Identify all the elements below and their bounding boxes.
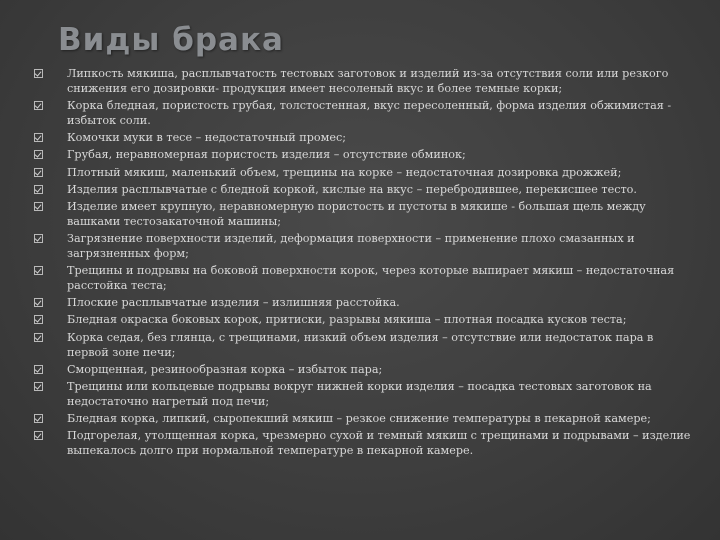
bullet-item	[34, 165, 694, 180]
checkbox-icon	[34, 365, 43, 374]
bullet-text: Комочки муки в тесе – недостаточный промес;	[67, 131, 347, 145]
bullet-text: Липкость мякиша, расплывчатость тестовых заготовок и изделий из-за отсутствия соли или резкого снижения его дозировки- продукция имеет несоленый вкус и более темные корки;	[67, 67, 669, 96]
bullet-text: Бледная корка, липкий, сыропекший мякиш – резкое снижение температуры в пекарной камере;	[67, 411, 651, 425]
bullet-text: Корка бледная, пористость грубая, толстостенная, вкус пересоленный, форма изделия обжимистая - избыток соли.	[67, 99, 672, 128]
checkbox-icon	[34, 185, 43, 194]
bullet-item	[34, 231, 694, 261]
bullet-item	[34, 263, 694, 293]
bullet-item	[34, 66, 694, 96]
bullet-text: Плотный мякиш, маленький объем, трещины на корке – недостаточная дозировка дрожжей;	[67, 165, 622, 179]
checkbox-icon	[34, 298, 43, 307]
bullet-text: Трещины или кольцевые подрывы вокруг нижней корки изделия – посадка тестовых заготовок на недостаточно нагретый под печи;	[67, 379, 652, 408]
checkbox-icon	[34, 234, 43, 243]
bullet-item	[34, 428, 694, 458]
bullet-item	[34, 379, 694, 409]
bullet-text: Плоские расплывчатые изделия – излишняя расстойка.	[67, 296, 400, 310]
bullet-text: Грубая, неравномерная пористость изделия – отсутствие обминок;	[67, 148, 466, 162]
checkbox-icon	[34, 315, 43, 324]
checkbox-icon	[34, 266, 43, 275]
checkbox-icon	[34, 101, 43, 110]
bullet-item	[34, 295, 694, 310]
bullet-item	[34, 411, 694, 426]
bullet-text: Трещины и подрывы на боковой поверхности корок, через которые выпирает мякиш – недостаточная расстойка теста;	[67, 264, 675, 293]
bullet-item	[34, 330, 694, 360]
checkbox-icon	[34, 382, 43, 391]
bullet-text: Подгорелая, утолщенная корка, чрезмерно сухой и темный мякиш с трещинами и подрывами – изделие выпекалось долго при нормальной температуре в пекарной камере.	[67, 429, 691, 458]
checkbox-icon	[34, 431, 43, 440]
bullet-text: Изделия расплывчатые с бледной коркой, кислые на вкус – перебродившее, перекисшее тесто.	[67, 182, 637, 196]
checkbox-icon	[34, 202, 43, 211]
checkbox-icon	[34, 69, 43, 78]
bullet-text: Загрязнение поверхности изделий, деформация поверхности – применение плохо смазанных и загрязненных форм;	[67, 231, 635, 261]
bullet-list	[34, 66, 694, 460]
slide-title: Виды брака	[58, 22, 284, 58]
bullet-text: Бледная окраска боковых корок, притиски, разрывы мякиша – плотная посадка кусков теста;	[67, 313, 627, 327]
checkbox-icon	[34, 133, 43, 142]
bullet-item	[34, 130, 694, 145]
bullet-text: Сморщенная, резинообразная корка – избыток пара;	[67, 362, 383, 376]
checkbox-icon	[34, 333, 43, 342]
checkbox-icon	[34, 414, 43, 423]
bullet-item	[34, 199, 694, 229]
bullet-item	[34, 312, 694, 327]
bullet-text: Корка седая, без глянца, с трещинами, низкий объем изделия – отсутствие или недостаток пара в первой зоне печи;	[67, 330, 654, 359]
checkbox-icon	[34, 168, 43, 177]
checkbox-icon	[34, 150, 43, 159]
bullet-item	[34, 98, 694, 128]
bullet-item	[34, 182, 694, 197]
bullet-item	[34, 362, 694, 377]
bullet-item	[34, 147, 694, 162]
bullet-text: Изделие имеет крупную, неравномерную пористость и пустоты в мякише - большая щель между вашками тестозакаточной машины;	[67, 199, 646, 228]
